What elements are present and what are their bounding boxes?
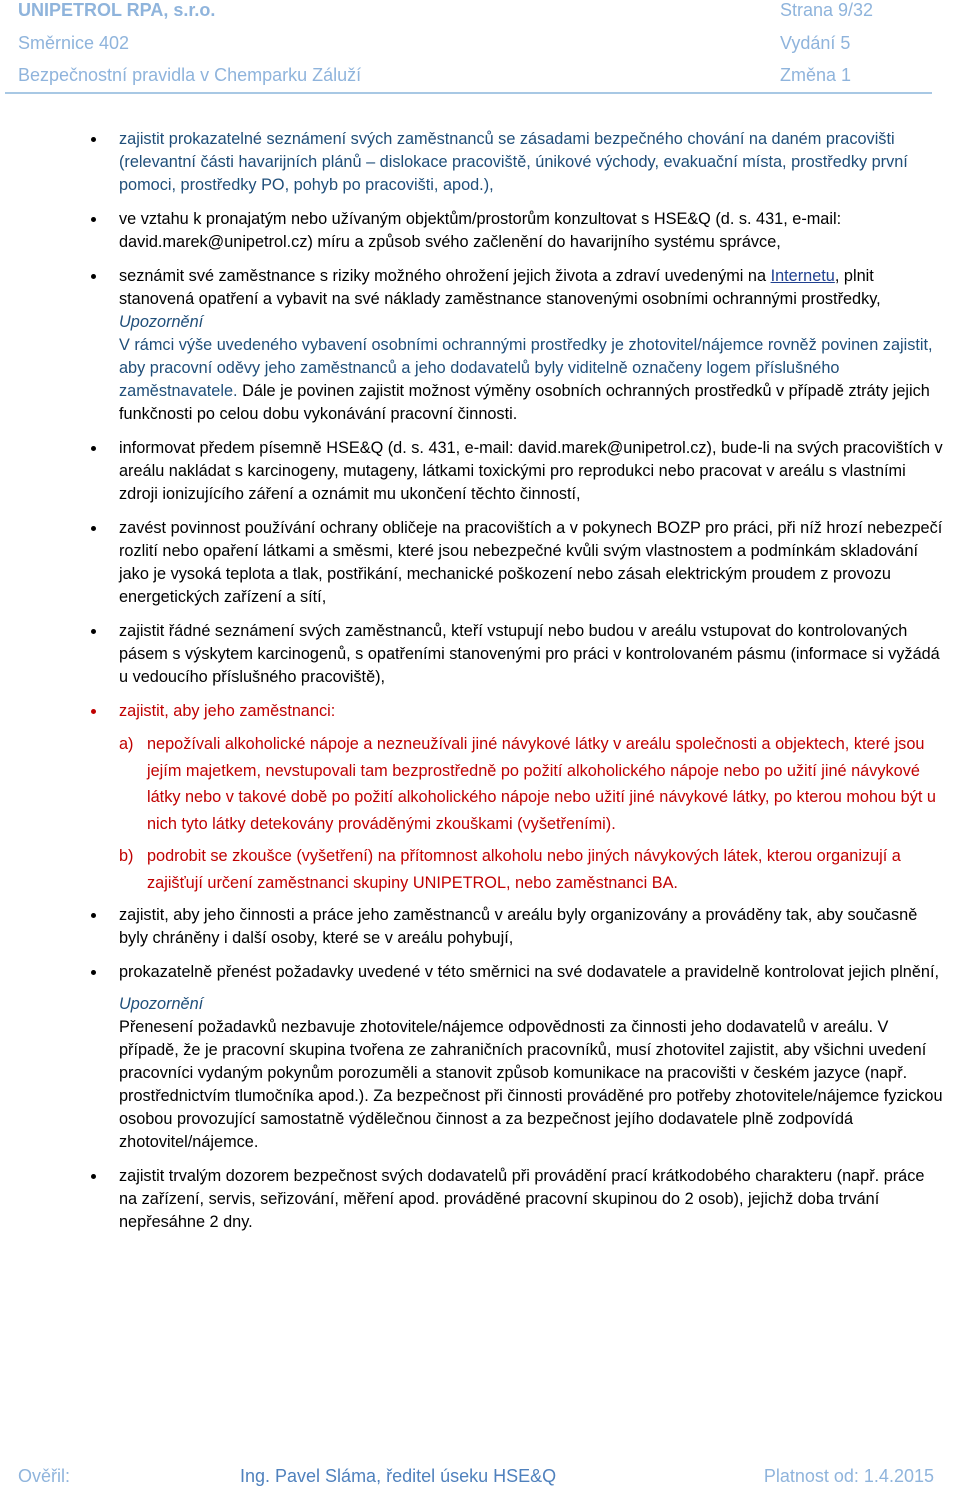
sub-item-label: a) [119, 735, 134, 753]
list-item: zavést povinnost používání ochrany obličeje na pracovištích a v pokynech BOZP pro práci, při níž hrozí nebezpečí rozlití nebo opaření látkami a směsmi, které jsou nebezpečné kvůli svým vlastnostem a podmínkám skladování jako je vysoká teplota a tlak, postřikání, mechanické poškození nebo zásah elektrickým proudem z provozu energetických zařízení a sítí, [0, 517, 960, 609]
bullet-icon [91, 1174, 96, 1179]
footer-person: Ing. Pavel Sláma, ředitel úseku HSE&Q [240, 1466, 557, 1486]
bullet-icon [91, 526, 96, 531]
header-row-2 [18, 33, 900, 54]
internet-link[interactable]: Internetu [770, 267, 835, 285]
footer-validity: Platnost od: 1.4.2015 [763, 1466, 934, 1486]
document-title: Bezpečnostní pravidla v Chemparku Záluží [18, 65, 362, 85]
directive-number: Směrnice 402 [18, 33, 130, 53]
bullet-icon [91, 970, 96, 975]
note-text: V rámci výše uvedeného vybavení osobními ochrannými prostředky je zhotovitel/nájemce rovněž povinen zajistit, aby pracovní oděvy jeho zaměstnanců a jeho dodavatelů byly viditelně označeny logem příslušného zaměstnavatele. [119, 336, 933, 400]
note-text: Přenesení požadavků nezbavuje zhotovitele/nájemce odpovědnosti za činnosti jeho dodavatelů v areálu. V případě, že je pracovní skupina tvořena ze zahraničních pracovníků, musí zhotovitel zajistit, aby všichni uvedení pracovníci vydaným pokynům porozuměli a stanovit způsob komunikace na pracovišti v českém jazyce (např. prostřednictvím tlumočníka apod.). Za bezpečnost při činnosti prováděné pro potřeby zhotovitele/nájemce fyzickou osobou provozující samostatně výdělečnou činnost a za bezpečnost jejího dodavatele plně zodpovídá zhotovitel/nájemce. [119, 1018, 943, 1151]
note-text-continued: Dále je povinen zajistit možnost výměny osobních ochranných prostředků v případě ztráty jejich funkčnosti po celou dobu vykonávání pracovní činnosti. [119, 382, 930, 423]
bullet-icon [91, 913, 96, 918]
change-number: Změna 1 [780, 65, 852, 85]
note-label: Upozornění [119, 995, 204, 1013]
bullet-icon [91, 217, 96, 222]
sub-item-a: a) nepožívali alkoholické nápoje a nezneužívali jiné návykové látky v areálu společnosti a objektech, které jsou jejím majetkem, nevstupovali tam bezprostředně po požití alkoholického nápoje nebo po užití jiné návykové látky nebo v takové době po požití alkoholického nápoje nebo užití jiné návykové látky, po kterou mohou být u nich tyto látky detekovány prováděnými zkouškami (vyšetřeními). [0, 731, 960, 837]
list-item: zajistit, aby jeho činnosti a práce jeho zaměstnanců v areálu byly organizovány a prováděny tak, aby současně byly chráněny i další osoby, které se v areálu pohybují, [0, 904, 960, 950]
header-row-1 [18, 0, 900, 21]
list-item: ve vztahu k pronajatým nebo užívaným objektům/prostorům konzultovat s HSE&Q (d. s. 431, e-mail: david.marek@unipetrol.cz) míru a způsob svého začlenění do havarijního systému správce, [0, 208, 960, 254]
page-number: Strana 9/32 [780, 0, 874, 20]
list-item: prokazatelně přenést požadavky uvedené v této směrnici na své dodavatele a pravidelně kontrolovat jejich plnění, Upozornění Přenesení požadavků nezbavuje zhotovitele/nájemce odpovědnosti za činnosti jeho dodavatelů v areálu. V případě, že je pracovní skupina tvořena ze zahraničních pracovníků, musí zhotovitel zajistit, aby všichni uvedení pracovníci vydaným pokynům porozuměli a stanovit způsob komunikace na pracovišti v českém jazyce (např. prostřednictvím tlumočníka apod.). Za bezpečnost při činnosti prováděné pro potřeby zhotovitele/nájemce fyzickou osobou provozující samostatně výdělečnou činnost a za bezpečnost jejího dodavatele plně zodpovídá zhotovitel/nájemce. [0, 961, 960, 1154]
footer [18, 1466, 934, 1488]
list-item: zajistit, aby jeho zaměstnanci: [0, 700, 960, 723]
list-item: zajistit trvalým dozorem bezpečnost svých dodavatelů při provádění prací krátkodobého charakteru (např. práce na zařízení, servis, seřizování, měření apod. prováděné pracovní skupinou do 2 osob), jejichž doba trvání nepřesáhne 2 dny. [0, 1165, 960, 1234]
sub-item-b: b) podrobit se zkoušce (vyšetření) na přítomnost alkoholu nebo jiných návykových látek, kterou organizují a zajišťují určení zaměstnanci skupiny UNIPETROL, nebo zaměstnanci BA. [0, 843, 960, 896]
sub-item-label: b) [119, 847, 134, 865]
bullet-icon [91, 274, 96, 279]
list-item: zajistit prokazatelné seznámení svých zaměstnanců se zásadami bezpečného chování na daném pracovišti (relevantní části havarijních plánů – dislokace pracoviště, únikové východy, evakuační místa, prostředky první pomoci, prostředky PO, pohyb po pracovišti, apod.), [0, 128, 960, 197]
bullet-icon [91, 629, 96, 634]
note-label: Upozornění [119, 313, 204, 331]
issue-number: Vydání 5 [780, 33, 851, 53]
header-divider [5, 92, 932, 94]
bullet-icon [91, 137, 96, 142]
list-item: seznámit své zaměstnance s riziky možného ohrožení jejich života a zdraví uvedenými na Internetu, plnit stanovená opatření a vybavit na své náklady zaměstnance stanovenými osobními ochrannými prostředky, Upozornění V rámci výše uvedeného vybavení osobními ochrannými prostředky je zhotovitel/nájemce rovněž povinen zajistit, aby pracovní oděvy jeho zaměstnanců a jeho dodavatelů byly viditelně označeny logem příslušného zaměstnavatele. Dále je povinen zajistit možnost výměny osobních ochranných prostředků v případě ztráty jejich funkčnosti po celou dobu vykonávání pracovní činnosti. [0, 265, 960, 426]
footer-verified: Ověřil: [18, 1466, 71, 1486]
bullet-icon [91, 446, 96, 451]
company-name: UNIPETROL RPA, s.r.o. [18, 0, 216, 20]
bullet-icon [91, 709, 96, 714]
document-body [0, 128, 960, 1245]
list-item: zajistit řádné seznámení svých zaměstnanců, kteří vstupují nebo budou v areálu vstupovat do kontrolovaných pásem s výskytem karcinogenů, s opatřeními stanovenými pro práci v kontrolovaném pásmu (informace si vyžádá u vedoucího příslušného pracoviště), [0, 620, 960, 689]
header-row-3 [18, 65, 900, 86]
list-item: informovat předem písemně HSE&Q (d. s. 431, e-mail: david.marek@unipetrol.cz), bude-li na svých pracovištích v areálu nakládat s karcinogeny, mutageny, látkami toxickými pro reprodukci nebo pracovat v areálu s vlastními zdroji ionizujícího záření a oznámit mu ukončení těchto činností, [0, 437, 960, 506]
